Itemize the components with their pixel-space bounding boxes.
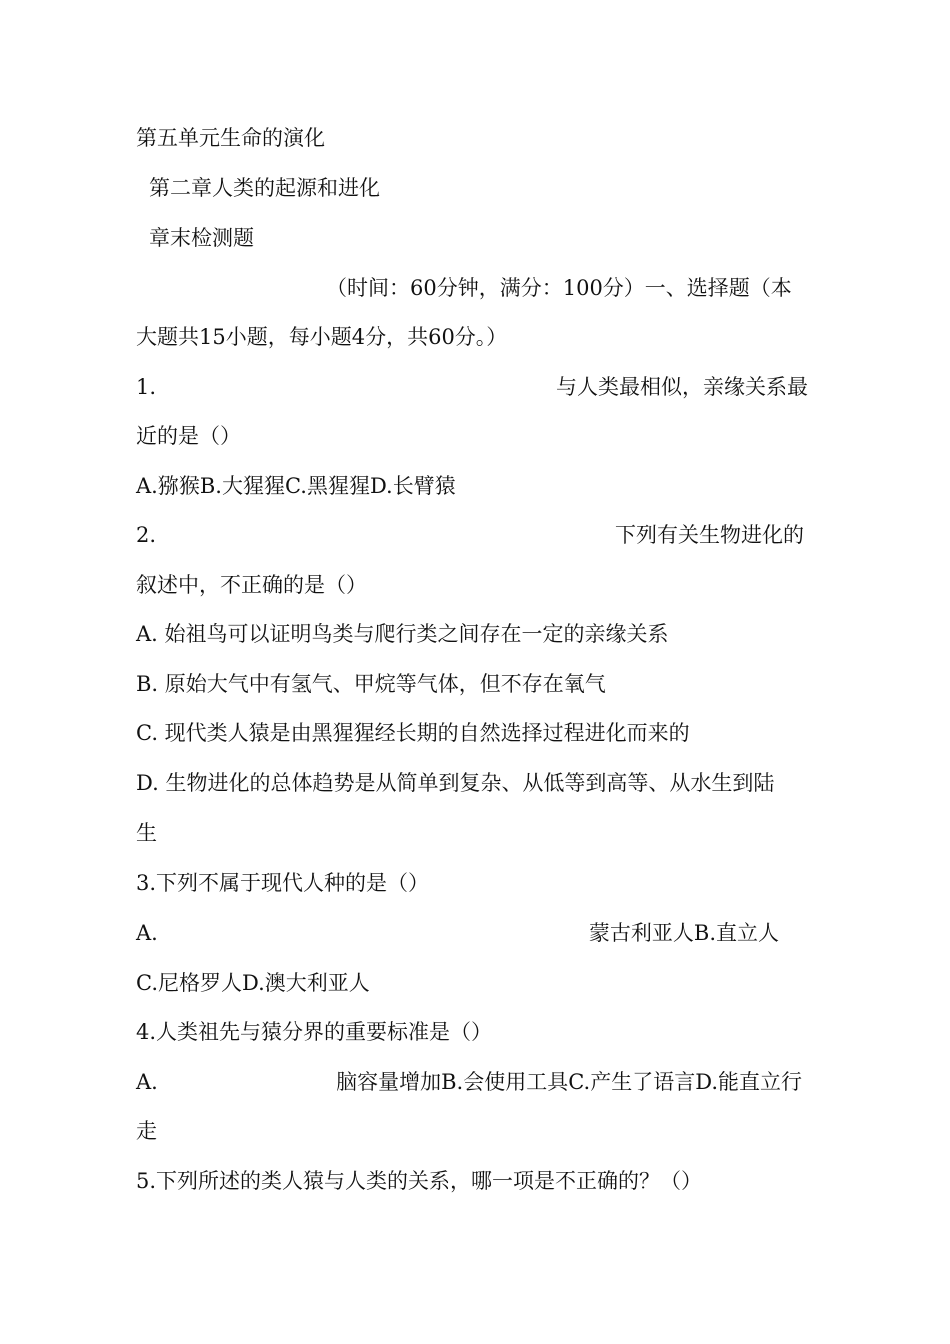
chapter-title: 第二章人类的起源和进化	[149, 176, 380, 200]
q4-options: 脑容量增加B.会使用工具C.产生了语言D.能直立行	[336, 1070, 802, 1094]
q1-stem-part-1: 与人类最相似，亲缘关系最	[556, 375, 808, 399]
q3-stem: 3.下列不属于现代人种的是（）	[136, 871, 430, 895]
unit-title: 第五单元生命的演化	[136, 126, 325, 150]
test-title: 章末检测题	[149, 226, 254, 250]
q2-option-a: A. 始祖鸟可以证明鸟类与爬行类之间存在一定的亲缘关系	[136, 622, 669, 646]
q3-options-ab: 蒙古利亚人B.直立人	[588, 921, 779, 945]
q4-stem: 4.人类祖先与猿分界的重要标准是（）	[136, 1020, 493, 1044]
q2-stem-part-1: 下列有关生物进化的	[615, 523, 804, 547]
q3-option-label: A.	[136, 921, 158, 945]
instructions-line-1: （时间：60分钟，满分：100分）一、选择题（本	[326, 276, 792, 300]
q4-option-continued: 走	[136, 1119, 157, 1143]
q5-stem: 5.下列所述的类人猿与人类的关系，哪一项是不正确的？（）	[136, 1169, 703, 1193]
q1-options: A.猕猴B.大猩猩C.黑猩猩D.长臂猿	[136, 474, 456, 498]
q1-number: 1.	[136, 375, 157, 399]
q1-stem-part-2: 近的是（）	[136, 424, 241, 448]
q4-option-label: A.	[136, 1070, 158, 1094]
q2-option-b: B. 原始大气中有氢气、甲烷等气体，但不存在氧气	[136, 672, 606, 696]
q2-number: 2.	[136, 523, 157, 547]
q2-stem-part-2: 叙述中，不正确的是（）	[136, 573, 367, 597]
q2-option-d: D. 生物进化的总体趋势是从简单到复杂、从低等到高等、从水生到陆	[136, 771, 775, 795]
instructions-line-2: 大题共15小题，每小题4分，共60分。）	[136, 325, 508, 349]
q3-options-cd: C.尼格罗人D.澳大利亚人	[136, 971, 370, 995]
q2-option-c: C. 现代类人猿是由黑猩猩经长期的自然选择过程进化而来的	[136, 721, 690, 745]
q2-option-d-continued: 生	[136, 821, 157, 845]
